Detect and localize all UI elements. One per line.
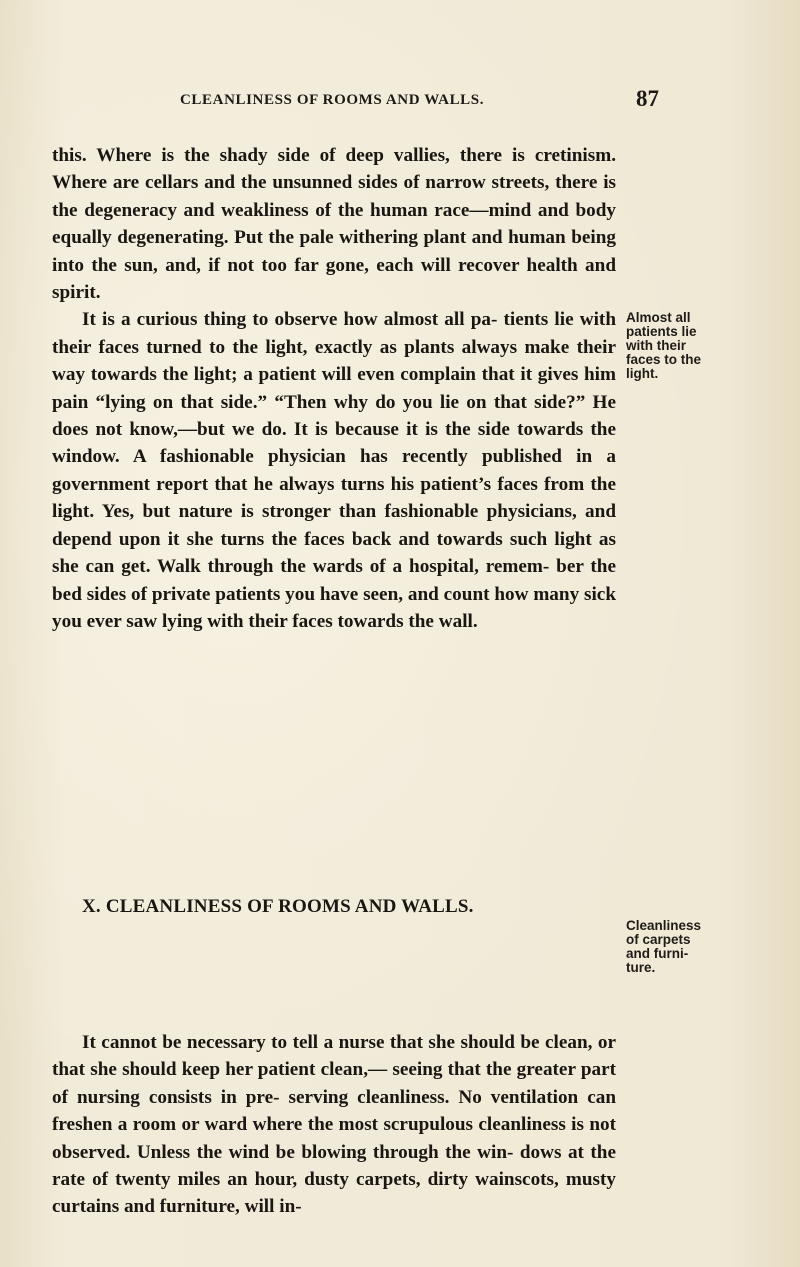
paragraph-cleanliness: It cannot be necessary to tell a nurse that she should be clean, or that she should keep her patient clean,— seeing that the greater part of nursing consists in pre- serving cleanliness. No ventilation can freshen a room or ward where the most scrupulous cleanliness is not observed. Unless the wind be blowing through the win- dows at the rate of twenty miles an hour, dusty carpets, dirty wainscots, musty curtains and furniture, will in- <box>52 1032 616 1218</box>
margin-note-cleanliness <box>626 919 712 975</box>
body-text-top <box>52 142 616 635</box>
margin-note-line: faces to the <box>626 352 702 367</box>
margin-note-line: light. <box>626 366 659 381</box>
margin-note-line: patients lie <box>626 324 697 339</box>
margin-note-line: of carpets <box>626 932 691 947</box>
margin-note-light <box>626 311 712 381</box>
margin-note-line: ture. <box>626 960 656 975</box>
margin-note-line: and furni- <box>626 946 689 961</box>
running-head: CLEANLINESS OF ROOMS AND WALLS. <box>180 92 485 108</box>
paragraph-continuation: this. Where is the shady side of deep vallies, there is cretinism. Where are cellars and the unsunned sides of narrow streets, there is the degeneracy and weakliness of the human race—mind and body equally degenerating. Put the pale withering plant and human being into the sun, and, if not too far gone, each will recover health and spirit. <box>52 145 616 304</box>
margin-note-line: Almost all <box>626 310 691 325</box>
page-number: 87 <box>636 86 659 111</box>
margin-note-line: with their <box>626 338 686 353</box>
margin-note-line: Cleanliness <box>626 918 702 933</box>
paragraph-light: It is a curious thing to observe how almost all pa- tients lie with their faces turned to the light, exactly as plants always make their way towards the light; a patient will even complain that it gives him pain “lying on that side.” “Then why do you lie on that side?” He does not know,—but we do. It is because it is the side towards the window. A fashionable physician has recently published in a government report that he always turns his patient’s faces from the light. Yes, but nature is stronger than fashionable physicians, and depend upon it she turns the faces back and towards such light as she can get. Walk through the wards of a hospital, remem- ber the bed sides of private patients you have seen, and count how many sick you ever saw lying with their faces towards the wall. <box>52 309 616 632</box>
section-heading: X. CLEANLINESS OF ROOMS AND WALLS. <box>82 896 474 917</box>
body-text-section <box>52 1029 616 1221</box>
